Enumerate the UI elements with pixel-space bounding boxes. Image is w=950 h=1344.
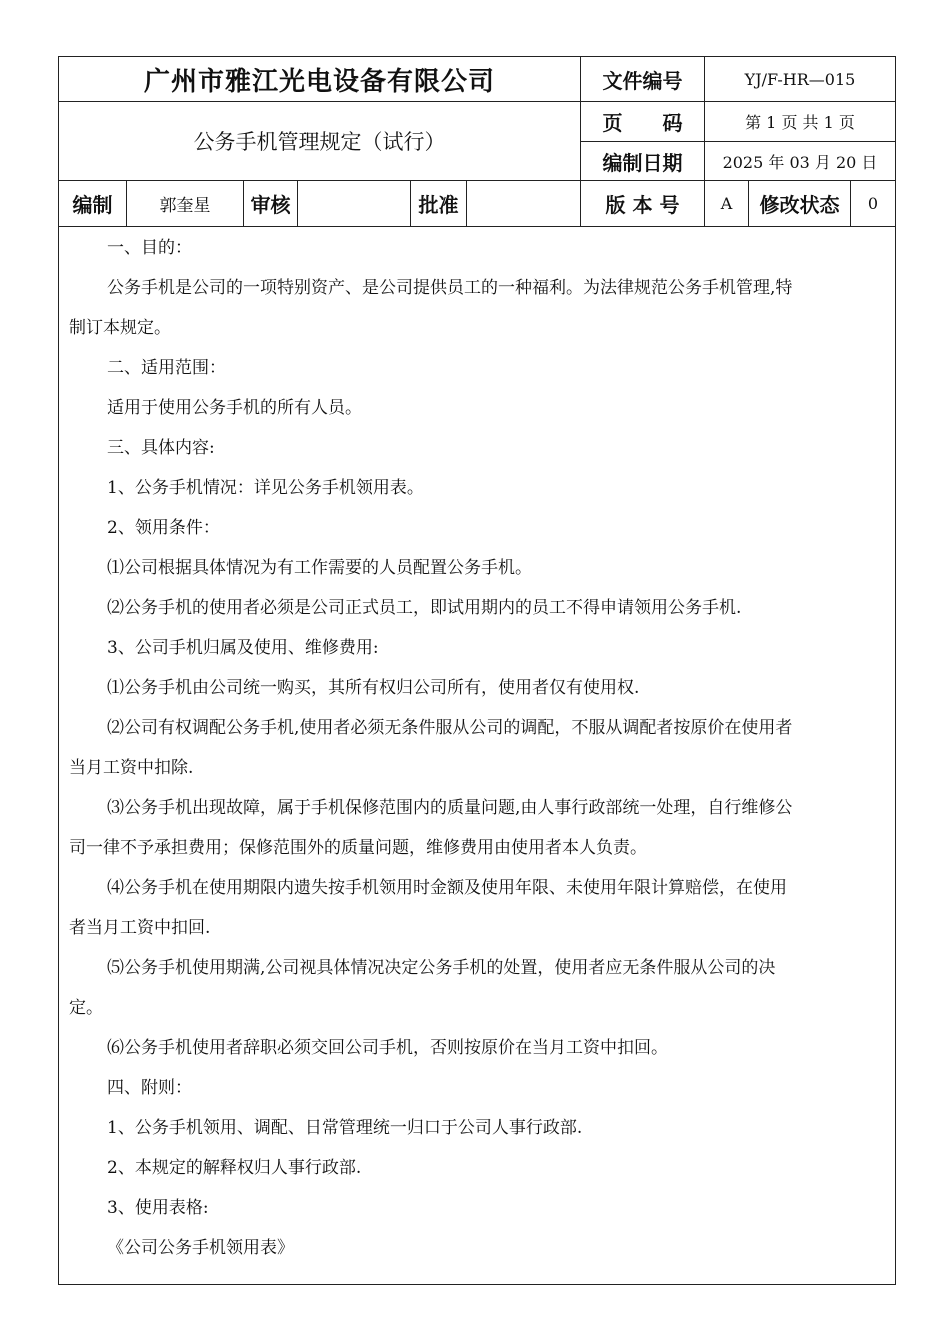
document-title: 公务手机管理规定（试行） <box>59 102 581 181</box>
scope-paragraph: 适用于使用公务手机的所有人员。 <box>107 398 362 418</box>
version-value: A <box>705 181 749 227</box>
appendix-item-2: 2、本规定的解释权归人事行政部. <box>107 1158 362 1178</box>
compile-date-label: 编制日期 <box>581 142 705 181</box>
version-label: 版 本 号 <box>581 181 705 227</box>
content-item-2-1: ⑴公司根据具体情况为有工作需要的人员配置公务手机。 <box>107 558 532 578</box>
content-item-3-6: ⑹公务手机使用者辞职必须交回公司手机，否则按原价在当月工资中扣回。 <box>107 1038 668 1058</box>
document-frame <box>58 56 896 1285</box>
content-item-2-2: ⑵公务手机的使用者必须是公司正式员工，即试用期内的员工不得申请领用公务手机. <box>107 598 742 618</box>
content-item-3-5-line-2: 定。 <box>69 998 103 1018</box>
appendix-item-1: 1、公务手机领用、调配、日常管理统一归口于公司人事行政部. <box>107 1118 583 1138</box>
section-appendix-heading: 四、附则： <box>107 1078 192 1098</box>
page-label: 页 码 <box>581 102 705 142</box>
content-item-3-2-line-2: 当月工资中扣除. <box>69 758 194 778</box>
purpose-paragraph-line-2: 制订本规定。 <box>69 318 171 338</box>
section-purpose-heading: 一、目的： <box>107 238 192 258</box>
reviewer-label: 审核 <box>244 181 298 227</box>
appendix-form-name: 《公司公务手机领用表》 <box>107 1238 294 1258</box>
compile-date-value: 2025 年 03 月 20 日 <box>705 142 895 181</box>
company-name: 广州市雅江光电设备有限公司 <box>59 57 581 102</box>
file-number-label: 文件编号 <box>581 57 705 102</box>
content-item-3-4-line-1: ⑷公务手机在使用期限内遗失按手机领用时金额及使用年限、未使用年限计算赔偿，在使用 <box>107 878 787 898</box>
appendix-item-3: 3、使用表格: <box>107 1198 209 1218</box>
content-item-3: 3、公司手机归属及使用、维修费用: <box>107 638 379 658</box>
content-item-3-2-line-1: ⑵公司有权调配公务手机,使用者必须无条件服从公司的调配，不服从调配者按原价在使用者 <box>107 718 793 738</box>
revision-status-label: 修改状态 <box>749 181 851 227</box>
content-item-3-1: ⑴公务手机由公司统一购买，其所有权归公司所有，使用者仅有使用权. <box>107 678 640 698</box>
file-number-value: YJ/F-HR—015 <box>705 57 895 102</box>
content-item-3-3-line-2: 司一律不予承担费用；保修范围外的质量问题，维修费用由使用者本人负责。 <box>69 838 647 858</box>
content-item-3-5-line-1: ⑸公务手机使用期满,公司视具体情况决定公务手机的处置，使用者应无条件服从公司的决 <box>107 958 776 978</box>
revision-status-value: 0 <box>851 181 895 227</box>
section-scope-heading: 二、适用范围： <box>107 358 226 378</box>
content-item-1: 1、公务手机情况：详见公务手机领用表。 <box>107 478 424 498</box>
reviewer-value <box>298 181 411 227</box>
content-item-3-4-line-2: 者当月工资中扣回. <box>69 918 211 938</box>
content-item-2: 2、领用条件： <box>107 518 220 538</box>
compiler-value: 郭奎星 <box>127 181 244 227</box>
approver-value <box>467 181 581 227</box>
approver-label: 批准 <box>411 181 467 227</box>
purpose-paragraph-line-1: 公务手机是公司的一项特别资产、是公司提供员工的一种福利。为法律规范公务手机管理,特 <box>107 278 793 298</box>
content-item-3-3-line-1: ⑶公务手机出现故障，属于手机保修范围内的质量问题,由人事行政部统一处理，自行维修公 <box>107 798 793 818</box>
section-content-heading: 三、具体内容: <box>107 438 215 458</box>
compiler-label: 编制 <box>59 181 127 227</box>
page-value: 第 1 页 共 1 页 <box>705 102 895 142</box>
